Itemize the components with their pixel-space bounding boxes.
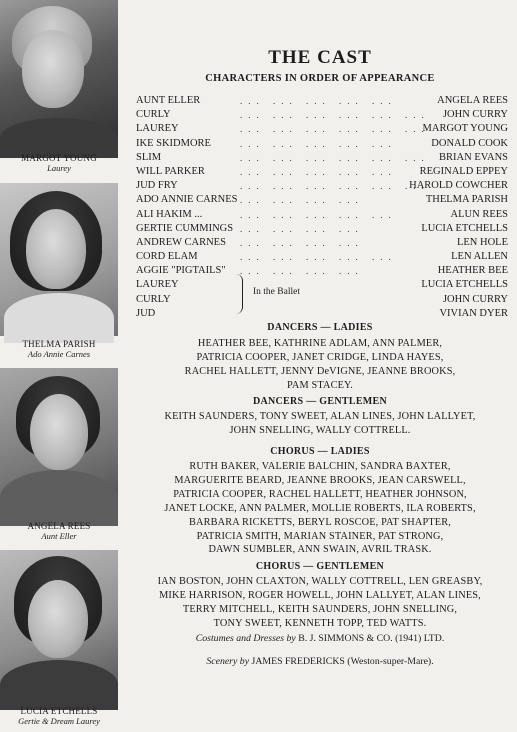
- photo-margot-young: [0, 0, 118, 150]
- photo-caption-1: [0, 153, 118, 173]
- actor-name: ALUN REES: [450, 208, 508, 220]
- leader-dots: ... ... ... ... ...: [240, 209, 397, 220]
- names-line: PAM STACEY.: [286, 379, 354, 391]
- cast-row: [136, 222, 508, 236]
- leader-dots: ... ... ... ... ... ...: [240, 124, 430, 135]
- leader-dots: ... ... ... ... ...: [240, 252, 397, 263]
- page-subtitle: CHARACTERS IN ORDER OF APPEARANCE: [205, 73, 435, 84]
- leader-dots: ... ... ... ...: [240, 237, 364, 248]
- cast-row: [136, 236, 508, 250]
- photo-name: ANGELA REES: [27, 521, 91, 531]
- actor-name: REGINALD EPPEY: [419, 165, 508, 177]
- names-line: JANET LOCKE, ANN PALMER, MOLLIE ROBERTS, ILA ROBERTS,: [164, 502, 476, 514]
- photo-lucia-etchells: [0, 550, 118, 702]
- costumes-value: B. J. SIMMONS & CO. (1941) LTD.: [298, 633, 445, 644]
- names-line: KEITH SAUNDERS, TONY SWEET, ALAN LINES, JOHN LALLYET,: [164, 411, 476, 422]
- scenery-credit: [130, 656, 510, 667]
- cast-row: [136, 250, 508, 264]
- costumes-credit: [130, 633, 510, 644]
- actor-name: HEATHER BEE: [437, 265, 508, 277]
- cast-row: [136, 208, 508, 222]
- actor-name: LUCIA ETCHELLS: [421, 222, 508, 234]
- cast-row: [136, 122, 508, 136]
- section-heading-dancers-gentlemen: DANCERS — GENTLEMEN: [252, 396, 388, 407]
- cast-row: [136, 94, 508, 108]
- section-heading-chorus-ladies: CHORUS — LADIES: [270, 446, 370, 457]
- section-heading-dancers-ladies: DANCERS — LADIES: [267, 322, 373, 333]
- character-name: GERTIE CUMMINGS: [136, 222, 234, 234]
- names-line: JOHN SNELLING, WALLY COTTRELL.: [229, 424, 411, 436]
- photo-caption-4: [0, 706, 118, 726]
- actor-name: VIVIAN DYER: [439, 307, 508, 319]
- scenery-label: Scenery by: [206, 656, 250, 667]
- photo-name: LUCIA ETCHELLS: [20, 706, 98, 716]
- cast-row: [136, 151, 508, 165]
- section-names-chorus-gentlemen: [130, 575, 510, 631]
- cast-row: [136, 137, 508, 151]
- actor-name: DONALD COOK: [431, 137, 508, 149]
- character-name: JUD FRY: [136, 180, 178, 192]
- actor-name: LUCIA ETCHELLS: [421, 279, 508, 291]
- photo-thelma-parish: [0, 183, 118, 336]
- photo-name: MARGOT YOUNG: [21, 153, 97, 163]
- ballet-note-text: In the Ballet: [253, 287, 300, 297]
- section-names-chorus-ladies: [130, 460, 510, 557]
- names-line: DAWN SUMBLER, ANN SWAIN, AVRIL TRASK.: [208, 544, 432, 556]
- actor-name: LEN HOLE: [456, 236, 508, 248]
- leader-dots: ... ... ... ... ...: [240, 96, 397, 106]
- photo-caption-2: [0, 339, 118, 359]
- leader-dots: ... ... ... ...: [240, 223, 364, 234]
- actor-name: JOHN CURRY: [442, 109, 508, 121]
- character-name: ANDREW CARNES: [136, 236, 226, 248]
- actor-name: ANGELA REES: [437, 95, 508, 106]
- section-names-dancers-ladies: [130, 337, 510, 393]
- leader-dots: ... ... ... ...: [240, 266, 364, 277]
- section-names-dancers-gentlemen: [130, 410, 510, 438]
- names-line: IAN BOSTON, JOHN CLAXTON, WALLY COTTRELL, LEN GREASBY,: [157, 576, 483, 587]
- names-line: MIKE HARRISON, ROGER HOWELL, JOHN LALLYET, ALAN LINES,: [159, 589, 481, 601]
- costumes-label: Costumes and Dresses by: [195, 633, 296, 644]
- leader-dots: ... ... ... ... ... ...: [240, 110, 430, 121]
- names-line: MARGUERITE BEARD, JEANNE BROOKS, JEAN CARSWELL,: [174, 474, 466, 486]
- character-name: IKE SKIDMORE: [136, 137, 211, 149]
- cast-row: [136, 179, 508, 193]
- photo-angela-rees: [0, 368, 118, 518]
- actor-name: THELMA PARISH: [425, 194, 508, 206]
- leader-dots: ... ... ... ... ... ...: [240, 181, 430, 192]
- actor-name: JOHN CURRY: [442, 293, 508, 305]
- character-name: CURLY: [136, 109, 171, 121]
- cast-row: [136, 193, 508, 207]
- character-name: SLIM: [136, 151, 162, 163]
- cast-row: [136, 108, 508, 122]
- character-name: CORD ELAM: [136, 251, 198, 263]
- names-line: TONY SWEET, KENNETH TOPP, TED WATTS.: [213, 617, 427, 629]
- character-name: ADO ANNIE CARNES: [136, 194, 238, 206]
- character-name: WILL PARKER: [136, 165, 205, 177]
- actor-name: LEN ALLEN: [451, 251, 508, 263]
- section-heading-chorus-gentlemen: CHORUS — GENTLEMEN: [255, 561, 385, 572]
- photo-role: Ado Annie Carnes: [27, 349, 91, 359]
- character-name: AUNT ELLER: [136, 95, 201, 106]
- character-name: AGGIE "PIGTAILS": [136, 265, 226, 277]
- photo-caption-3: [0, 521, 118, 541]
- leader-dots: ... ... ... ...: [240, 195, 364, 206]
- brace-glyph: [236, 274, 243, 314]
- names-line: TERRY MITCHELL, KEITH SAUNDERS, JOHN SNELLING,: [182, 603, 458, 615]
- character-name: CURLY: [136, 293, 171, 305]
- names-line: BARBARA RICKETTS, BERYL ROSCOE, PAT SHAPTER,: [189, 516, 451, 528]
- actor-name: BRIAN EVANS: [439, 151, 508, 163]
- scenery-value: JAMES FREDERICKS (Weston-super-Mare).: [251, 656, 434, 667]
- photo-role: Gertie & Dream Laurey: [18, 716, 100, 726]
- ballet-note: [236, 274, 326, 314]
- photo-role: Aunt Eller: [41, 531, 77, 541]
- names-line: PATRICIA SMITH, MARIAN STAINER, PAT STRONG,: [196, 530, 444, 542]
- names-line: RUTH BAKER, VALERIE BALCHIN, SANDRA BAXTER,: [189, 461, 451, 472]
- names-line: HEATHER BEE, KATHRINE ADLAM, ANN PALMER,: [197, 338, 443, 349]
- photo-name: THELMA PARISH: [22, 339, 96, 349]
- character-name: LAUREY: [136, 279, 179, 291]
- names-line: RACHEL HALLETT, JENNY DeVIGNE, JEANNE BROOKS,: [184, 365, 456, 377]
- leader-dots: ... ... ... ... ...: [240, 138, 397, 149]
- names-line: PATRICIA COOPER, JANET CRIDGE, LINDA HAYES,: [196, 351, 444, 363]
- leader-dots: ... ... ... ... ... ...: [240, 152, 430, 163]
- character-name: LAUREY: [136, 123, 179, 135]
- actor-name: HAROLD COWCHER: [409, 180, 508, 192]
- character-name: ALI HAKIM ...: [136, 208, 203, 220]
- page-title: THE CAST: [268, 47, 372, 68]
- cast-row: [136, 165, 508, 179]
- photo-role: Laurey: [47, 163, 71, 173]
- actor-name: MARGOT YOUNG: [422, 123, 508, 135]
- leader-dots: ... ... ... ... ...: [240, 166, 397, 177]
- character-name: JUD: [136, 307, 156, 319]
- names-line: PATRICIA COOPER, RACHEL HALLETT, HEATHER JOHNSON,: [173, 488, 467, 500]
